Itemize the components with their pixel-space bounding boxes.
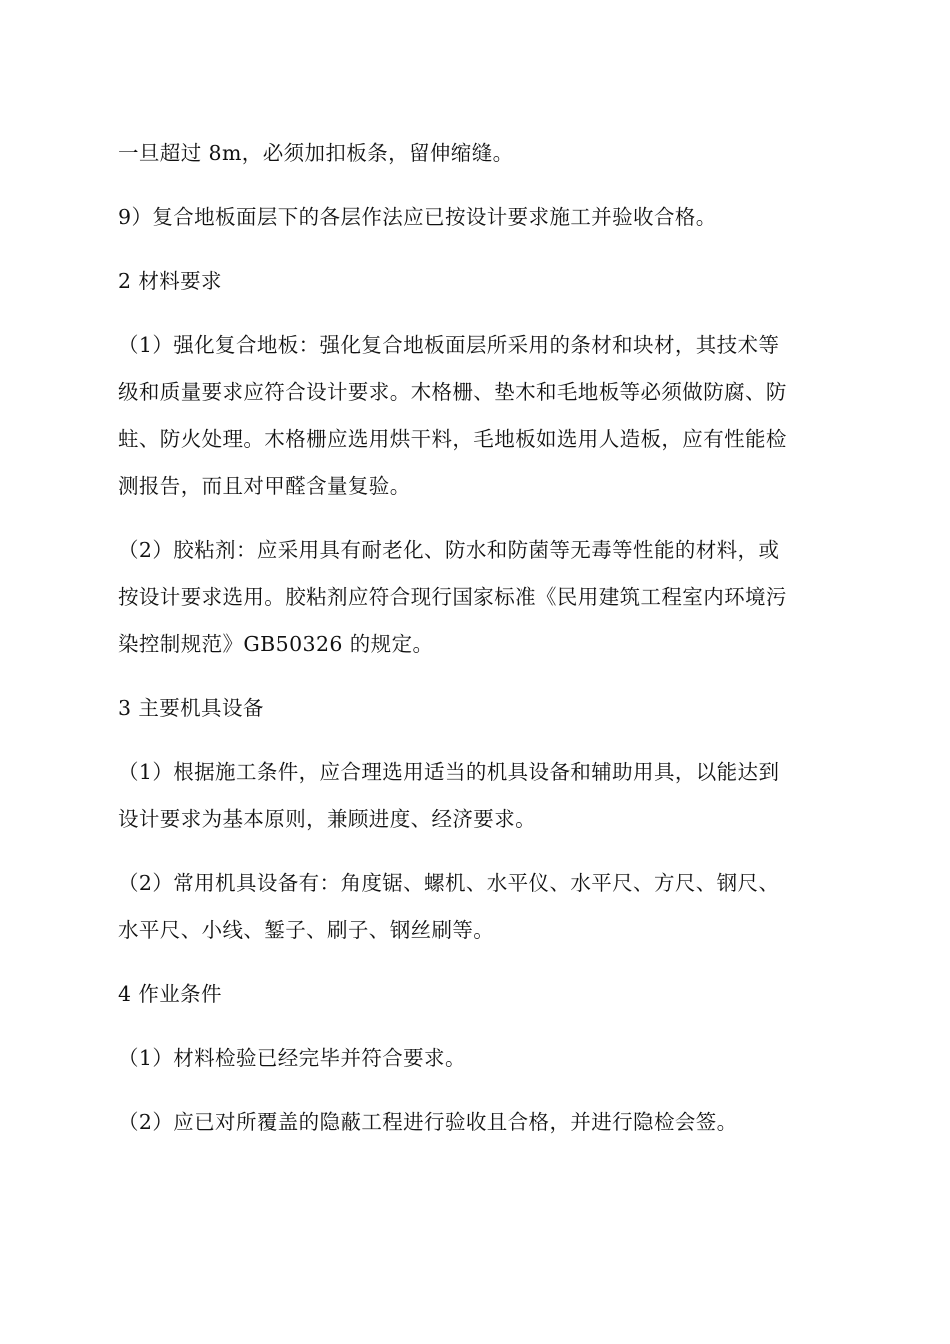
text-line: （2）常用机具设备有：角度锯、螺机、水平仪、水平尺、方尺、钢尺、 bbox=[118, 871, 780, 895]
paragraph bbox=[118, 130, 836, 177]
text-line: （1）材料检验已经完毕并符合要求。 bbox=[118, 1046, 466, 1070]
paragraph bbox=[118, 527, 836, 668]
paragraph bbox=[118, 322, 836, 510]
text-line: 设计要求为基本原则，兼顾进度、经济要求。 bbox=[118, 807, 536, 831]
text-line: 蛀、防火处理。木格栅应选用烘干料，毛地板如选用人造板，应有性能检 bbox=[118, 427, 787, 451]
paragraph bbox=[118, 1035, 836, 1082]
text-line: （1）根据施工条件，应合理选用适当的机具设备和辅助用具，以能达到 bbox=[118, 760, 780, 784]
section-heading bbox=[118, 685, 836, 732]
heading-text: 2 材料要求 bbox=[118, 269, 222, 293]
text-line: 染控制规范》GB50326 的规定。 bbox=[118, 632, 434, 656]
heading-text: 4 作业条件 bbox=[118, 982, 222, 1006]
document-body bbox=[118, 130, 836, 1146]
section-heading bbox=[118, 971, 836, 1018]
paragraph bbox=[118, 860, 836, 954]
text-line: （2）胶粘剂：应采用具有耐老化、防水和防菌等无毒等性能的材料，或 bbox=[118, 538, 780, 562]
paragraph bbox=[118, 749, 836, 843]
heading-text: 3 主要机具设备 bbox=[118, 696, 264, 720]
text-line: 一旦超过 8m，必须加扣板条，留伸缩缝。 bbox=[118, 141, 514, 165]
text-line: 9）复合地板面层下的各层作法应已按设计要求施工并验收合格。 bbox=[118, 205, 717, 229]
paragraph bbox=[118, 1099, 836, 1146]
text-line: 测报告，而且对甲醛含量复验。 bbox=[118, 474, 411, 498]
text-line: 水平尺、小线、錾子、刷子、钢丝刷等。 bbox=[118, 918, 495, 942]
section-heading bbox=[118, 258, 836, 305]
text-line: （1）强化复合地板：强化复合地板面层所采用的条材和块材，其技术等 bbox=[118, 333, 780, 357]
paragraph bbox=[118, 194, 836, 241]
text-line: 级和质量要求应符合设计要求。木格栅、垫木和毛地板等必须做防腐、防 bbox=[118, 380, 787, 404]
text-line: 按设计要求选用。胶粘剂应符合现行国家标准《民用建筑工程室内环境污 bbox=[118, 585, 787, 609]
text-line: （2）应已对所覆盖的隐蔽工程进行验收且合格，并进行隐检会签。 bbox=[118, 1110, 738, 1134]
